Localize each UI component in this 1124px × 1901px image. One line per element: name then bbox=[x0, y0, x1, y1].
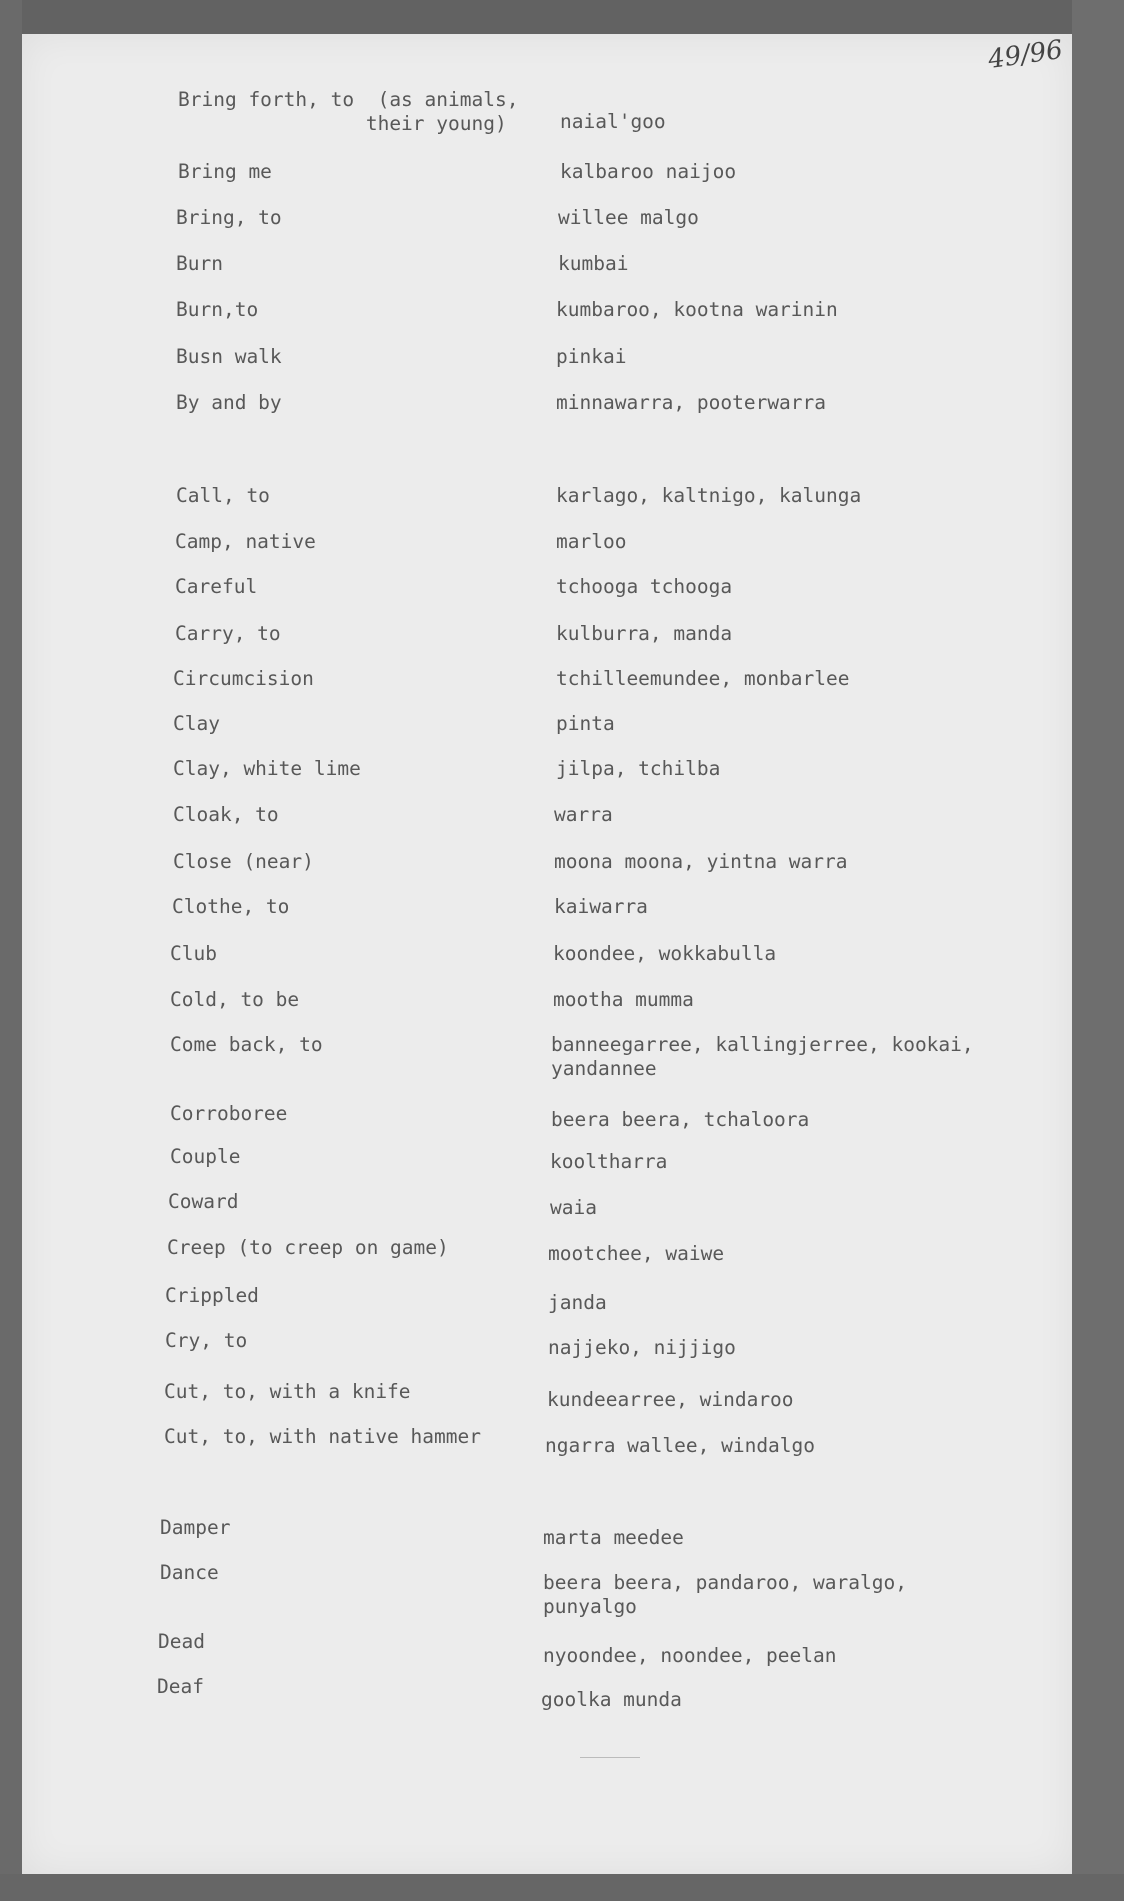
entry-gloss: mootchee, waiwe bbox=[548, 1242, 725, 1265]
entry-term: Cut, to, with a knife bbox=[164, 1380, 411, 1403]
entry-gloss: janda bbox=[548, 1291, 607, 1314]
entry-gloss: kumbaroo, kootna warinin bbox=[556, 298, 838, 321]
entry-term: Carry, to bbox=[175, 622, 281, 645]
entry-gloss: kumbai bbox=[558, 252, 629, 275]
entry-term: Crippled bbox=[165, 1284, 259, 1307]
entry-term: Cry, to bbox=[165, 1329, 248, 1352]
entry-gloss: najjeko, nijjigo bbox=[548, 1336, 736, 1359]
entry-term: Couple bbox=[170, 1145, 241, 1168]
entry-gloss: kalbaroo naijoo bbox=[560, 160, 737, 183]
entry-gloss: mootha mumma bbox=[553, 988, 694, 1011]
entry-gloss: ngarra wallee, windalgo bbox=[545, 1434, 816, 1457]
entry-term: Circumcision bbox=[173, 667, 314, 690]
entry-term: Careful bbox=[175, 575, 258, 598]
entry-term: Cold, to be bbox=[170, 988, 300, 1011]
entry-gloss: moona moona, yintna warra bbox=[554, 850, 848, 873]
entry-gloss: minnawarra, pooterwarra bbox=[556, 391, 827, 414]
entry-gloss: karlago, kaltnigo, kalunga bbox=[556, 484, 862, 507]
entry-term: Burn,to bbox=[176, 298, 259, 321]
entry-term: Call, to bbox=[176, 484, 270, 507]
entry-gloss: marta meedee bbox=[543, 1526, 684, 1549]
entry-term: Bring, to bbox=[176, 206, 282, 229]
entry-gloss: naial'goo bbox=[560, 110, 666, 133]
entry-term: Camp, native bbox=[175, 530, 316, 553]
entry-gloss: beera beera, tchaloora bbox=[551, 1108, 810, 1131]
entry-gloss: nyoondee, noondee, peelan bbox=[543, 1644, 837, 1667]
entry-term: Coward bbox=[168, 1190, 239, 1213]
entry-gloss: warra bbox=[554, 803, 613, 826]
entry-gloss: koondee, wokkabulla bbox=[553, 942, 777, 965]
entry-term: Club bbox=[170, 942, 217, 965]
entry-term: Clay bbox=[173, 712, 220, 735]
entry-term: Busn walk bbox=[176, 345, 282, 368]
entry-term: Burn bbox=[176, 252, 223, 275]
entry-term: Deaf bbox=[157, 1675, 204, 1698]
divider-mark bbox=[580, 1757, 640, 1758]
entry-gloss: waia bbox=[550, 1196, 597, 1219]
entry-term: Corroboree bbox=[170, 1102, 288, 1125]
entry-term: Dance bbox=[160, 1561, 219, 1584]
entry-gloss: kooltharra bbox=[550, 1150, 668, 1173]
entry-gloss: kundeearree, windaroo bbox=[547, 1388, 794, 1411]
scan-border-bottom bbox=[0, 1874, 1124, 1901]
entry-gloss: jilpa, tchilba bbox=[556, 757, 721, 780]
entry-term: Cloak, to bbox=[173, 803, 279, 826]
entry-term: Cut, to, with native hammer bbox=[164, 1425, 481, 1448]
entry-term: Damper bbox=[160, 1516, 231, 1539]
scan-border-right bbox=[1072, 0, 1124, 1901]
entry-gloss: pinta bbox=[556, 712, 615, 735]
entry-gloss: pinkai bbox=[556, 345, 627, 368]
scan-border-left bbox=[0, 0, 22, 1901]
entry-term: Dead bbox=[158, 1630, 205, 1653]
entry-term: Bring me bbox=[178, 160, 272, 183]
entry-term: Come back, to bbox=[170, 1033, 323, 1056]
entry-term: Bring forth, to (as animals, their young) bbox=[178, 88, 519, 135]
entry-gloss: tchilleemundee, monbarlee bbox=[556, 667, 850, 690]
entry-gloss: tchooga tchooga bbox=[556, 575, 733, 598]
entry-term: Clay, white lime bbox=[173, 757, 361, 780]
entry-gloss: beera beera, pandaroo, waralgo, punyalgo bbox=[543, 1571, 907, 1618]
entry-term: Creep (to creep on game) bbox=[167, 1236, 449, 1259]
entry-gloss: willee malgo bbox=[558, 206, 699, 229]
entry-gloss: banneegarree, kallingjerree, kookai, yandannee bbox=[551, 1033, 974, 1080]
page-number: 49/96 bbox=[986, 34, 1065, 76]
entry-gloss: kaiwarra bbox=[554, 895, 648, 918]
entry-term: Close (near) bbox=[173, 850, 314, 873]
entry-term: Clothe, to bbox=[172, 895, 290, 918]
entry-gloss: kulburra, manda bbox=[556, 622, 733, 645]
entry-gloss: marloo bbox=[556, 530, 627, 553]
entry-term: By and by bbox=[176, 391, 282, 414]
entry-gloss: goolka munda bbox=[541, 1688, 682, 1711]
scan-border-top bbox=[0, 0, 1124, 34]
